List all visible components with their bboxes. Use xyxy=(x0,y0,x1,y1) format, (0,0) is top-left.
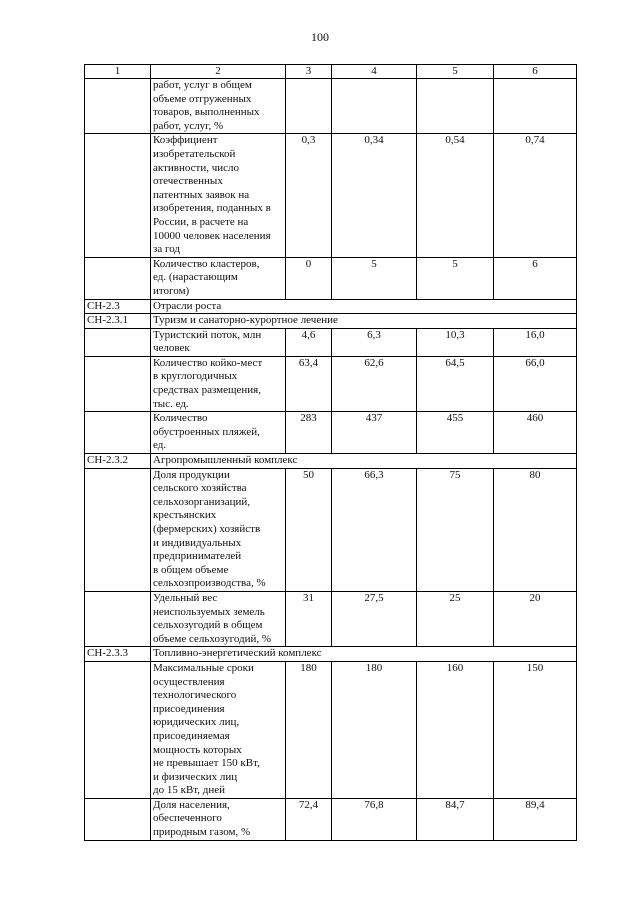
column-header: 4 xyxy=(332,65,417,79)
row-code xyxy=(85,328,151,356)
indicator-name: Количество койко-мест в круглогодичных средствах размещения, тыс. ед. xyxy=(151,356,286,411)
table-row xyxy=(85,591,577,646)
value-col-4: 180 xyxy=(332,661,417,798)
section-row xyxy=(85,314,577,329)
section-title: Топливно-энергетический комплекс xyxy=(151,647,577,662)
value-col-3: 0,3 xyxy=(286,134,332,257)
value-col-3 xyxy=(286,79,332,134)
table-row xyxy=(85,257,577,299)
value-col-5: 64,5 xyxy=(417,356,494,411)
row-code xyxy=(85,661,151,798)
table-row xyxy=(85,328,577,356)
value-col-5: 25 xyxy=(417,591,494,646)
section-row xyxy=(85,454,577,469)
value-col-5: 455 xyxy=(417,412,494,454)
value-col-4: 66,3 xyxy=(332,468,417,591)
value-col-6: 89,4 xyxy=(494,798,577,840)
value-col-4: 5 xyxy=(332,257,417,299)
value-col-3: 72,4 xyxy=(286,798,332,840)
value-col-4: 6,3 xyxy=(332,328,417,356)
page-number: 100 xyxy=(311,30,329,44)
value-col-5: 75 xyxy=(417,468,494,591)
table-row xyxy=(85,661,577,798)
row-code xyxy=(85,134,151,257)
value-col-4 xyxy=(332,79,417,134)
value-col-3: 180 xyxy=(286,661,332,798)
value-col-6: 20 xyxy=(494,591,577,646)
section-title: Отрасли роста xyxy=(151,299,577,314)
value-col-3: 0 xyxy=(286,257,332,299)
section-row xyxy=(85,299,577,314)
value-col-6: 0,74 xyxy=(494,134,577,257)
value-col-6 xyxy=(494,79,577,134)
row-code xyxy=(85,798,151,840)
value-col-5: 10,3 xyxy=(417,328,494,356)
section-code: СН-2.3 xyxy=(85,299,151,314)
row-code xyxy=(85,356,151,411)
value-col-5: 160 xyxy=(417,661,494,798)
value-col-3: 63,4 xyxy=(286,356,332,411)
value-col-4: 27,5 xyxy=(332,591,417,646)
indicator-name: Доля населения, обеспеченного природным газом, % xyxy=(151,798,286,840)
value-col-4: 62,6 xyxy=(332,356,417,411)
indicator-name: Максимальные сроки осуществления технологического присоединения юридических лиц, присоединяемая мощность которых не превышает 150 кВт, и физических лиц до 15 кВт, дней xyxy=(151,661,286,798)
value-col-5: 0,54 xyxy=(417,134,494,257)
section-row xyxy=(85,647,577,662)
indicator-name: Количество кластеров, ед. (нарастающим итогом) xyxy=(151,257,286,299)
value-col-6: 16,0 xyxy=(494,328,577,356)
table-row xyxy=(85,134,577,257)
indicator-name: Удельный вес неиспользуемых земель сельхозугодий в общем объеме сельхозугодий, % xyxy=(151,591,286,646)
value-col-6: 80 xyxy=(494,468,577,591)
value-col-3: 4,6 xyxy=(286,328,332,356)
column-header: 5 xyxy=(417,65,494,79)
row-code xyxy=(85,412,151,454)
value-col-3: 50 xyxy=(286,468,332,591)
indicator-name: работ, услуг в общем объеме отгруженных товаров, выполненных работ, услуг, % xyxy=(151,79,286,134)
indicator-name: Доля продукции сельского хозяйства сельхозорганизаций, крестьянских (фермерских) хозяйств и индивидуальных предпринимателей в общем объеме сельхозпроизводства, % xyxy=(151,468,286,591)
indicator-name: Коэффициент изобретательской активности, число отечественных патентных заявок на изобретения, поданных в России, в расчете на 10000 человек населения за год xyxy=(151,134,286,257)
value-col-4: 0,34 xyxy=(332,134,417,257)
row-code xyxy=(85,79,151,134)
section-code: СН-2.3.3 xyxy=(85,647,151,662)
section-code: СН-2.3.1 xyxy=(85,314,151,329)
value-col-6: 66,0 xyxy=(494,356,577,411)
row-code xyxy=(85,257,151,299)
table-row xyxy=(85,79,577,134)
table-row xyxy=(85,356,577,411)
value-col-6: 150 xyxy=(494,661,577,798)
value-col-5: 5 xyxy=(417,257,494,299)
column-header: 3 xyxy=(286,65,332,79)
row-code xyxy=(85,468,151,591)
value-col-6: 6 xyxy=(494,257,577,299)
section-title: Агропромышленный комплекс xyxy=(151,454,577,469)
row-code xyxy=(85,591,151,646)
section-title: Туризм и санаторно-курортное лечение xyxy=(151,314,577,329)
table-header-row xyxy=(85,65,577,79)
column-header: 1 xyxy=(85,65,151,79)
value-col-3: 31 xyxy=(286,591,332,646)
value-col-4: 76,8 xyxy=(332,798,417,840)
indicator-name: Количество обустроенных пляжей, ед. xyxy=(151,412,286,454)
indicator-table xyxy=(84,64,577,841)
value-col-5 xyxy=(417,79,494,134)
table-row xyxy=(85,412,577,454)
column-header: 2 xyxy=(151,65,286,79)
table-row xyxy=(85,798,577,840)
value-col-4: 437 xyxy=(332,412,417,454)
column-header: 6 xyxy=(494,65,577,79)
table-row xyxy=(85,468,577,591)
value-col-3: 283 xyxy=(286,412,332,454)
value-col-6: 460 xyxy=(494,412,577,454)
indicator-name: Туристский поток, млн человек xyxy=(151,328,286,356)
section-code: СН-2.3.2 xyxy=(85,454,151,469)
value-col-5: 84,7 xyxy=(417,798,494,840)
